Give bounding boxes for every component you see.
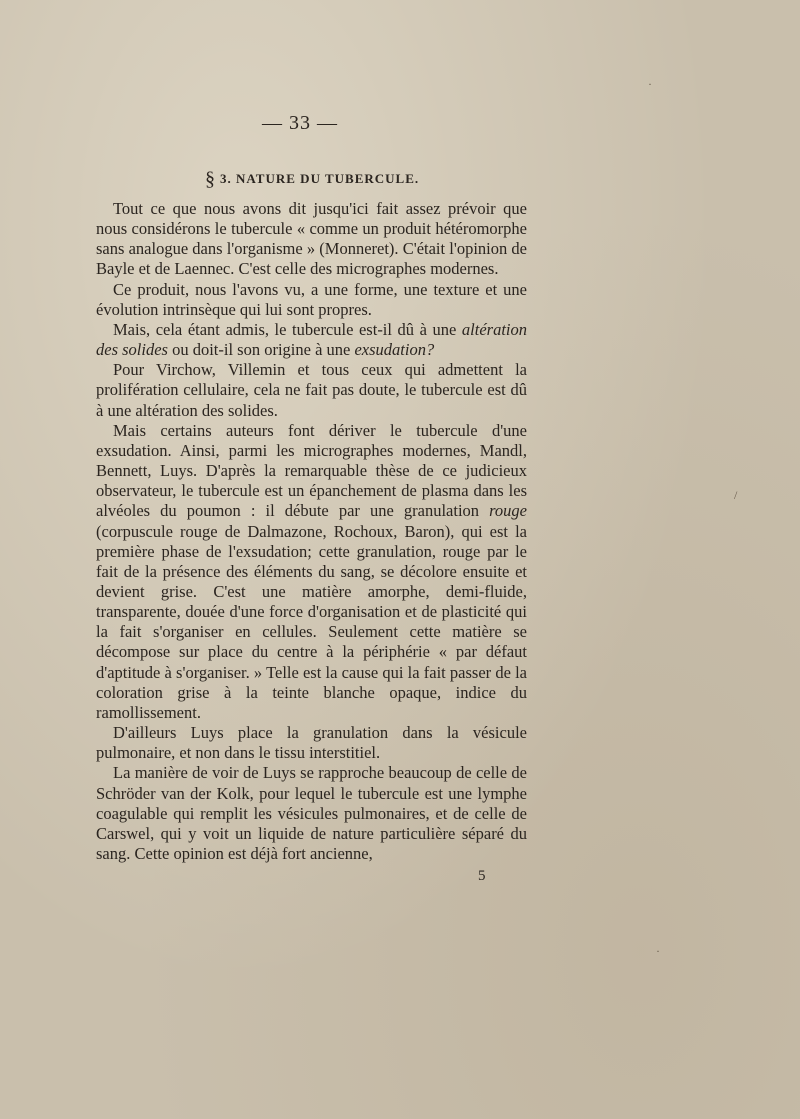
page-number: — 33 — <box>262 112 338 134</box>
section-sign: § <box>205 168 216 190</box>
paper-speck: · <box>656 944 660 958</box>
paragraph <box>96 421 527 723</box>
paragraph-text: (corpuscule rouge de Dalmazone, Rochoux, Baron), qui est la première phase de l'exsudation; cette granulation, rouge par le fait de la présence des éléments du sang, se décolore ensuite et devient grise. C'est une matière amorphe, demi-fluide, transparente, douée d'une force d'organisation et de plasticité qui la fait s'organiser en cellules. Seulement cette matière se décompose sur place du centre à la périphérie « par défaut d'aptitude à s'organiser. » Telle est la cause qui la fait passer de la coloration grise à la teinte blanche opaque, indice du ramollissement. <box>96 521 527 722</box>
paper-speck: · <box>648 77 652 91</box>
paragraph-text: Ce produit, nous l'avons vu, a une forme, une texture et une évolution intrinsèque qui lui sont propres. <box>96 279 527 319</box>
paragraph-text: Mais certains auteurs font dériver le tubercule d'une exsudation. Ainsi, parmi les micrographes modernes, Mandl, Bennett, Luys. D'après la remarquable thèse de ce judicieux observateur, le tubercule est un épanchement de plasma dans les alvéoles du poumon : il débute par une granulation <box>96 420 527 521</box>
paragraph <box>96 723 527 763</box>
paragraph <box>96 320 527 360</box>
section-heading <box>205 168 419 191</box>
italic-text: exsudation? <box>354 340 435 360</box>
paragraph-text: Mais, cela étant admis, le tubercule est-il dû à une <box>113 319 462 339</box>
paragraph-text: Tout ce que nous avons dit jusqu'ici fait assez prévoir que nous considérons le tubercule « comme un produit hétéromorphe sans analogue dans l'organisme » (Monneret). C'était l'opinion de Bayle et de Laennec. C'est celle des micrographes modernes. <box>96 199 527 279</box>
paper-speck: / <box>734 488 738 502</box>
italic-text: altération des solides <box>96 319 527 360</box>
signature-mark: 5 <box>478 868 486 884</box>
paragraph-text: Pour Virchow, Villemin et tous ceux qui admettent la prolifération cellulaire, cela ne fait pas doute, le tubercule est dû à une altération des solides. <box>96 360 527 420</box>
paragraph-text: ou doit-il son origine à une <box>167 340 355 360</box>
paragraph <box>96 360 527 420</box>
italic-text: rouge <box>489 501 527 521</box>
paragraph-text: D'ailleurs Luys place la granulation dans la vésicule pulmonaire, et non dans le tissu interstitiel. <box>96 723 527 763</box>
body-text <box>96 199 527 864</box>
paragraph-text: La manière de voir de Luys se rapproche beaucoup de celle de Schröder van der Kolk, pour lequel le tubercule est une lymphe coagulable qui remplit les vésicules pulmonaires, et de celle de Carswel, qui y voit un liquide de nature particulière séparé du sang. Cette opinion est déjà fort ancienne, <box>96 763 527 863</box>
section-title: 3. NATURE DU TUBERCULE. <box>220 171 420 186</box>
paragraph <box>96 763 527 864</box>
paragraph <box>96 280 527 320</box>
paragraph <box>96 199 527 280</box>
